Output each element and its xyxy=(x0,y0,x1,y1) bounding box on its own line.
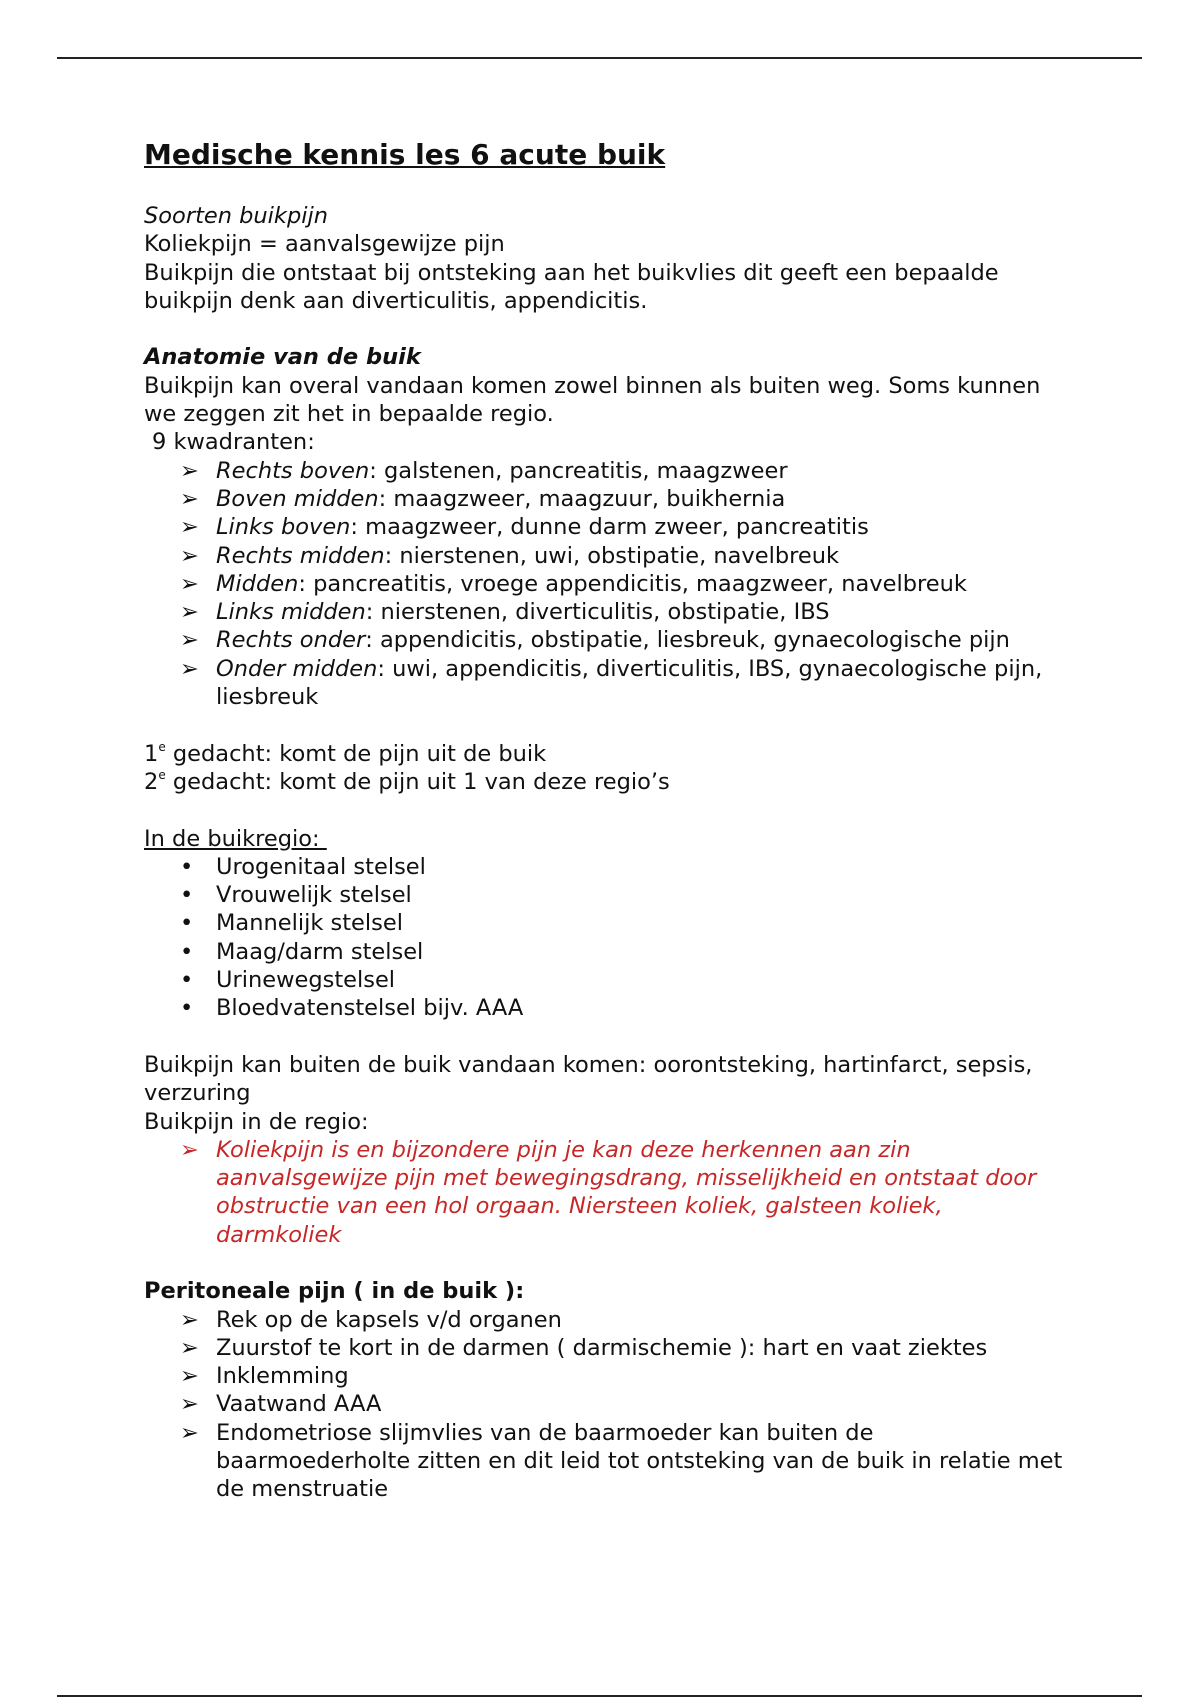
bullet-icon: • xyxy=(180,853,194,880)
anatomie-intro: Buikpijn kan overal vandaan komen zowel binnen als buiten weg. Soms kunnen we zeggen zit het in bepaalde regio. xyxy=(144,372,1041,428)
footer-rule xyxy=(57,1695,1142,1697)
gedacht-first: 1e gedacht: komt de pijn uit de buik xyxy=(144,739,547,767)
arrow-bullet-icon: ➢ xyxy=(180,1363,199,1390)
bullet-icon: • xyxy=(180,967,194,994)
koliek-highlight: Koliekpijn is en bijzondere pijn je kan deze herkennen aan zin aanvalsgewijze pijn met bewegingsdrang, misselijkheid en ontstaat door obstructie van een hol orgaan. Niersteen koliek, galsteen koliek, darmkoliek xyxy=(216,1136,1037,1248)
list-item: ➢ Links midden: nierstenen, diverticulitis, obstipatie, IBS xyxy=(180,599,830,626)
soorten-line-1: Koliekpijn = aanvalsgewijze pijn xyxy=(144,231,505,258)
list-item: ➢ Links boven: maagzweer, dunne darm zweer, pancreatitis xyxy=(180,514,869,541)
document-body xyxy=(144,138,1074,1504)
soorten-heading: Soorten buikpijn xyxy=(144,203,329,229)
header-rule xyxy=(57,57,1142,59)
kwadranten-label: 9 kwadranten: xyxy=(152,429,315,456)
arrow-bullet-icon: ➢ xyxy=(180,570,199,597)
buikregio-heading: In de buikregio: xyxy=(144,825,327,852)
list-item: • Mannelijk stelsel xyxy=(180,910,403,937)
arrow-bullet-icon: ➢ xyxy=(180,599,199,626)
list-item: ➢ Rechts midden: nierstenen, uwi, obstipatie, navelbreuk xyxy=(180,542,840,569)
buiten-line-1: Buikpijn kan buiten de buik vandaan komen: oorontsteking, hartinfarct, sepsis, verzuring xyxy=(144,1051,1033,1107)
arrow-bullet-icon: ➢ xyxy=(180,485,199,512)
koliek-list xyxy=(144,1136,1074,1249)
arrow-bullet-icon: ➢ xyxy=(180,1419,199,1446)
list-item xyxy=(144,1136,1074,1249)
list-item: ➢ Zuurstof te kort in de darmen ( darmischemie ): hart en vaat ziektes xyxy=(180,1334,988,1361)
bullet-icon: • xyxy=(180,882,194,909)
list-item: ➢ Midden: pancreatitis, vroege appendicitis, maagzweer, navelbreuk xyxy=(180,570,967,597)
arrow-bullet-icon: ➢ xyxy=(180,1136,199,1163)
arrow-bullet-icon: ➢ xyxy=(180,1391,199,1418)
list-item: ➢ Boven midden: maagzweer, maagzuur, buikhernia xyxy=(180,485,786,512)
arrow-bullet-icon: ➢ xyxy=(180,542,199,569)
list-item: ➢ Rechts boven: galstenen, pancreatitis, maagzweer xyxy=(180,457,788,484)
buikregio-list xyxy=(144,853,1074,1023)
bullet-icon: • xyxy=(180,995,194,1022)
gedacht-second: 2e gedacht: komt de pijn uit 1 van deze regio’s xyxy=(144,767,670,795)
list-item: • Maag/darm stelsel xyxy=(180,938,424,965)
kwadranten-list xyxy=(144,457,1074,712)
arrow-bullet-icon: ➢ xyxy=(180,655,199,682)
buiten-line-2: Buikpijn in de regio: xyxy=(144,1108,369,1135)
list-item: • Vrouwelijk stelsel xyxy=(180,882,412,909)
arrow-bullet-icon: ➢ xyxy=(180,457,199,484)
list-item: ➢ Endometriose slijmvlies van de baarmoeder kan buiten de baarmoederholte zitten en dit leid tot ontsteking van de buik in relatie met de menstruatie xyxy=(180,1419,1063,1503)
soorten-line-2: Buikpijn die ontstaat bij ontsteking aan het buikvlies dit geeft een bepaalde buikpijn denk aan diverticulitis, appendicitis. xyxy=(144,259,999,314)
bullet-icon: • xyxy=(180,910,194,937)
list-item: ➢ Rechts onder: appendicitis, obstipatie, liesbreuk, gynaecologische pijn xyxy=(180,627,1010,654)
arrow-bullet-icon: ➢ xyxy=(180,627,199,654)
list-item: ➢ Rek op de kapsels v/d organen xyxy=(180,1306,562,1333)
list-item: ➢ Inklemming xyxy=(180,1363,349,1390)
bullet-icon: • xyxy=(180,938,194,965)
list-item: • Bloedvatenstelsel bijv. AAA xyxy=(180,995,524,1022)
arrow-bullet-icon: ➢ xyxy=(180,514,199,541)
arrow-bullet-icon: ➢ xyxy=(180,1306,199,1333)
peritoneale-heading: Peritoneale pijn ( in de buik ): xyxy=(144,1278,525,1305)
list-item: • Urinewegstelsel xyxy=(180,967,396,994)
peritoneale-list xyxy=(144,1306,1074,1504)
list-item: • Urogenitaal stelsel xyxy=(180,853,426,880)
list-item: ➢ Onder midden: uwi, appendicitis, diverticulitis, IBS, gynaecologische pijn, liesbreuk xyxy=(180,655,1043,711)
document-title: Medische kennis les 6 acute buik xyxy=(144,138,666,171)
arrow-bullet-icon: ➢ xyxy=(180,1334,199,1361)
list-item: ➢ Vaatwand AAA xyxy=(180,1391,382,1418)
anatomie-heading: Anatomie van de buik xyxy=(144,344,421,371)
